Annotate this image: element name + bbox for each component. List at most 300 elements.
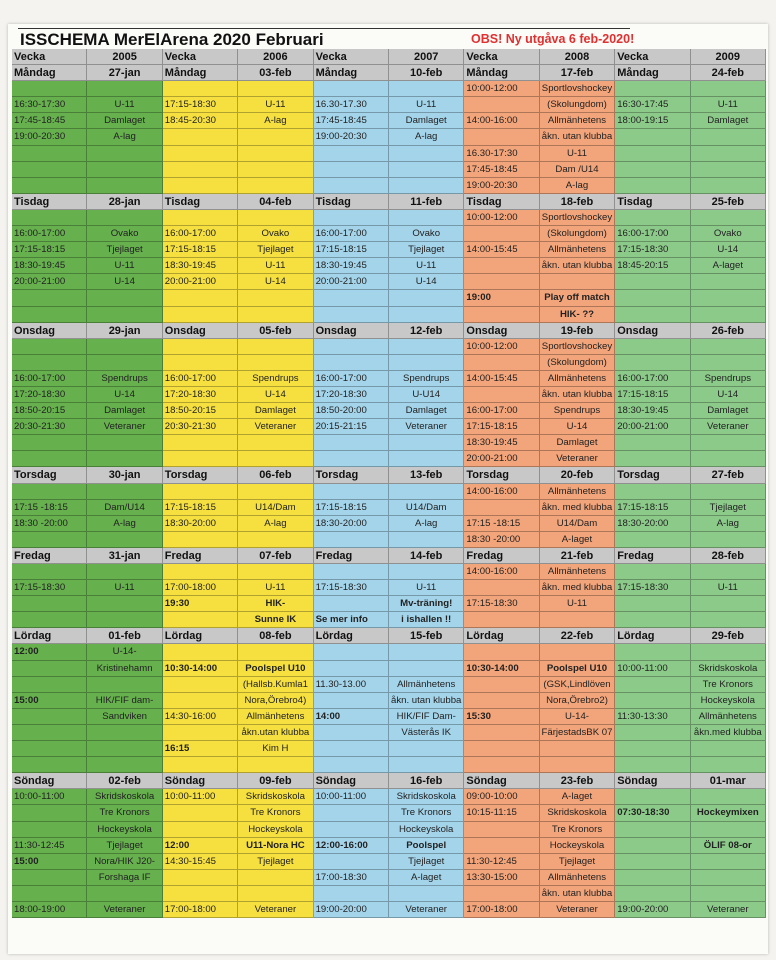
day-header: 20-feb — [540, 467, 615, 483]
activity-cell: Tjejlaget — [389, 242, 464, 258]
activity-cell: U-14- — [540, 709, 615, 725]
day-header: 01-feb — [87, 628, 162, 644]
day-header: 26-feb — [691, 323, 766, 339]
day-header: 24-feb — [691, 65, 766, 81]
time-cell — [163, 339, 238, 355]
activity-cell: Dam/U14 — [87, 500, 162, 516]
activity-cell: U14/Dam — [389, 500, 464, 516]
edition-notice: OBS! Ny utgåva 6 feb-2020! — [471, 32, 635, 46]
day-header: 11-feb — [389, 194, 464, 210]
day-header: Fredag — [615, 548, 690, 564]
time-cell — [314, 757, 389, 773]
activity-cell: U-14 — [389, 274, 464, 290]
time-cell — [314, 596, 389, 612]
activity-cell: HIK- — [238, 596, 313, 612]
activity-cell — [691, 854, 766, 870]
activity-cell — [389, 435, 464, 451]
day-header: Onsdag — [464, 323, 539, 339]
activity-cell — [540, 644, 615, 660]
activity-cell: Sunne IK — [238, 612, 313, 628]
activity-cell — [87, 532, 162, 548]
schedule-sheet — [8, 24, 768, 954]
time-cell — [615, 178, 690, 194]
time-cell: 17:00-18:00 — [464, 902, 539, 918]
activity-cell — [238, 870, 313, 886]
time-cell — [314, 854, 389, 870]
activity-cell — [691, 596, 766, 612]
activity-cell — [87, 435, 162, 451]
activity-cell: U-14 — [691, 242, 766, 258]
time-cell: 15:30 — [464, 709, 539, 725]
day-header: Torsdag — [615, 467, 690, 483]
time-cell — [12, 339, 87, 355]
time-cell — [12, 757, 87, 773]
activity-cell — [87, 146, 162, 162]
time-cell — [464, 644, 539, 660]
time-cell: 17:00-18:30 — [314, 870, 389, 886]
activity-cell: HIK- ?? — [540, 307, 615, 323]
time-cell — [163, 757, 238, 773]
time-cell: 19:00-20:00 — [314, 902, 389, 918]
time-cell: 17:15-18:30 — [163, 97, 238, 113]
time-cell: 18:00-19:00 — [12, 902, 87, 918]
activity-cell — [87, 290, 162, 306]
time-cell — [314, 81, 389, 97]
activity-cell: U-14 — [691, 387, 766, 403]
time-cell — [163, 693, 238, 709]
time-cell — [314, 355, 389, 371]
time-cell: 13:30-15:00 — [464, 870, 539, 886]
activity-cell — [389, 162, 464, 178]
time-cell — [314, 290, 389, 306]
time-cell — [163, 725, 238, 741]
time-cell — [615, 435, 690, 451]
activity-cell: Nora,Örebro2) — [540, 693, 615, 709]
activity-cell: Skridskoskola — [87, 789, 162, 805]
time-cell — [163, 677, 238, 693]
time-cell: 17:15 -18:15 — [464, 516, 539, 532]
activity-cell: Damlaget — [87, 113, 162, 129]
activity-cell: Allmänhetens — [691, 709, 766, 725]
activity-cell: U-14 — [87, 274, 162, 290]
time-cell: 16:00-17:00 — [163, 226, 238, 242]
activity-cell — [87, 484, 162, 500]
column-header: 2008 — [540, 49, 615, 65]
time-cell: 17:15-18:30 — [12, 580, 87, 596]
time-cell — [615, 451, 690, 467]
activity-cell — [87, 178, 162, 194]
activity-cell: A-lag — [87, 516, 162, 532]
time-cell — [314, 805, 389, 821]
time-cell — [615, 81, 690, 97]
activity-cell: A-lag — [238, 516, 313, 532]
activity-cell — [540, 612, 615, 628]
time-cell — [163, 355, 238, 371]
time-cell: 17:15-18:15 — [314, 500, 389, 516]
day-header: Söndag — [615, 773, 690, 789]
activity-cell — [87, 451, 162, 467]
time-cell — [163, 290, 238, 306]
time-cell: 14:30-15:45 — [163, 854, 238, 870]
activity-cell: HIK/FIF dam- — [87, 693, 162, 709]
activity-cell: A-lag — [389, 516, 464, 532]
time-cell — [314, 822, 389, 838]
time-cell: 17:15-18:15 — [615, 387, 690, 403]
time-cell: 17:45-18:45 — [464, 162, 539, 178]
time-cell: 18:30-19:45 — [314, 258, 389, 274]
time-cell: 17:00-18:00 — [163, 902, 238, 918]
time-cell — [314, 451, 389, 467]
activity-cell — [238, 162, 313, 178]
activity-cell — [238, 451, 313, 467]
time-cell: 20:30-21:30 — [12, 419, 87, 435]
activity-cell: Veteraner — [389, 419, 464, 435]
activity-cell: A-laget — [691, 258, 766, 274]
activity-cell: Damlaget — [540, 435, 615, 451]
activity-cell: Veteraner — [238, 902, 313, 918]
activity-cell: Kim H — [238, 741, 313, 757]
day-header: Torsdag — [163, 467, 238, 483]
day-header: 10-feb — [389, 65, 464, 81]
column-header: 2009 — [691, 49, 766, 65]
activity-cell: U-11 — [691, 97, 766, 113]
time-cell: 18:30-20:00 — [163, 516, 238, 532]
activity-cell — [691, 290, 766, 306]
activity-cell: Tre Kronors — [238, 805, 313, 821]
time-cell — [615, 146, 690, 162]
column-header: Vecka — [12, 49, 87, 65]
time-cell: 17:45-18:45 — [12, 113, 87, 129]
time-cell — [615, 532, 690, 548]
activity-cell — [87, 596, 162, 612]
activity-cell: Skridskoskola — [540, 805, 615, 821]
activity-cell: åkn.med klubba — [691, 725, 766, 741]
time-cell: 15:00 — [12, 854, 87, 870]
day-header: Tisdag — [615, 194, 690, 210]
time-cell — [12, 596, 87, 612]
time-cell — [12, 822, 87, 838]
activity-cell — [389, 451, 464, 467]
activity-cell: åkn. med klubba — [540, 500, 615, 516]
time-cell: 16:00-17:00 — [615, 226, 690, 242]
activity-cell: Damlaget — [87, 403, 162, 419]
time-cell — [615, 564, 690, 580]
time-cell: 20:00-21:00 — [163, 274, 238, 290]
activity-cell: Tre Kronors — [389, 805, 464, 821]
time-cell — [314, 307, 389, 323]
time-cell — [615, 644, 690, 660]
day-header: Onsdag — [12, 323, 87, 339]
time-cell: 16:00-17:00 — [464, 403, 539, 419]
time-cell — [12, 532, 87, 548]
activity-cell — [691, 307, 766, 323]
activity-cell: Tjejlaget — [87, 838, 162, 854]
day-header: Onsdag — [163, 323, 238, 339]
time-cell — [163, 564, 238, 580]
time-cell: 17:15-18:15 — [615, 500, 690, 516]
day-header: 23-feb — [540, 773, 615, 789]
time-cell: 14:00-16:00 — [464, 113, 539, 129]
day-header: 15-feb — [389, 628, 464, 644]
time-cell: 17:15-18:15 — [464, 419, 539, 435]
activity-cell — [389, 178, 464, 194]
time-cell — [12, 612, 87, 628]
time-cell — [163, 612, 238, 628]
activity-cell — [238, 886, 313, 902]
activity-cell — [238, 81, 313, 97]
time-cell — [163, 451, 238, 467]
time-cell — [314, 484, 389, 500]
day-header: Fredag — [12, 548, 87, 564]
activity-cell — [389, 146, 464, 162]
activity-cell — [389, 355, 464, 371]
activity-cell: Mv-träning! — [389, 596, 464, 612]
activity-cell — [691, 146, 766, 162]
day-header: Lördag — [163, 628, 238, 644]
activity-cell — [238, 178, 313, 194]
time-cell: Se mer info — [314, 612, 389, 628]
time-cell — [314, 564, 389, 580]
time-cell: 18:45-20:15 — [615, 258, 690, 274]
time-cell — [615, 484, 690, 500]
activity-cell — [238, 129, 313, 145]
activity-cell: Skridskoskola — [238, 789, 313, 805]
time-cell — [12, 355, 87, 371]
time-cell: 10:00-12:00 — [464, 81, 539, 97]
activity-cell: Nora/HIK J20- — [87, 854, 162, 870]
activity-cell: Tre Kronors — [87, 805, 162, 821]
activity-cell: Play off match — [540, 290, 615, 306]
time-cell: 16:00-17:00 — [163, 371, 238, 387]
day-header: Lördag — [464, 628, 539, 644]
time-cell — [12, 564, 87, 580]
activity-cell: Veteraner — [540, 902, 615, 918]
time-cell — [163, 805, 238, 821]
time-cell: 18:30-20:00 — [615, 516, 690, 532]
column-header: 2006 — [238, 49, 313, 65]
activity-cell — [389, 339, 464, 355]
time-cell — [464, 355, 539, 371]
time-cell: 10:15-11:15 — [464, 805, 539, 821]
day-header: Måndag — [464, 65, 539, 81]
time-cell: 18:45-20:30 — [163, 113, 238, 129]
activity-cell: Damlaget — [691, 113, 766, 129]
time-cell: 19:00-20:30 — [314, 129, 389, 145]
activity-cell: (Skolungdom) — [540, 97, 615, 113]
time-cell: 12:00 — [12, 644, 87, 660]
activity-cell: A-lag — [87, 129, 162, 145]
time-cell — [464, 757, 539, 773]
day-header: Torsdag — [314, 467, 389, 483]
time-cell — [12, 709, 87, 725]
time-cell: 18:50-20:15 — [163, 403, 238, 419]
time-cell — [615, 725, 690, 741]
time-cell — [615, 339, 690, 355]
activity-cell: Tjejlaget — [389, 854, 464, 870]
time-cell — [615, 355, 690, 371]
day-header: Lördag — [615, 628, 690, 644]
time-cell: 16.30-17:30 — [464, 146, 539, 162]
activity-cell: Allmänhetens — [540, 484, 615, 500]
activity-cell: U-U14 — [389, 387, 464, 403]
day-header: Måndag — [12, 65, 87, 81]
time-cell: 09:00-10:00 — [464, 789, 539, 805]
activity-cell: åkn. utan klubba — [540, 258, 615, 274]
time-cell: 10:30-14:00 — [163, 661, 238, 677]
activity-cell: Forshaga IF — [87, 870, 162, 886]
activity-cell — [691, 644, 766, 660]
time-cell — [12, 210, 87, 226]
activity-cell — [389, 757, 464, 773]
activity-cell — [87, 757, 162, 773]
activity-cell — [691, 532, 766, 548]
time-cell: 18:30 -20:00 — [12, 516, 87, 532]
activity-cell: i ishallen !! — [389, 612, 464, 628]
time-cell: 19:00-20:30 — [12, 129, 87, 145]
time-cell — [12, 162, 87, 178]
activity-cell: åkn. utan klubba — [540, 886, 615, 902]
activity-cell: Poolspel U10 — [238, 661, 313, 677]
activity-cell — [238, 146, 313, 162]
activity-cell — [691, 339, 766, 355]
time-cell: 16.30-17.30 — [314, 97, 389, 113]
time-cell — [12, 725, 87, 741]
time-cell — [615, 822, 690, 838]
time-cell — [464, 500, 539, 516]
activity-cell — [389, 484, 464, 500]
time-cell — [314, 532, 389, 548]
time-cell — [464, 307, 539, 323]
time-cell — [615, 757, 690, 773]
time-cell: 17:15-18:30 — [314, 580, 389, 596]
top-rule — [18, 28, 630, 29]
time-cell: 16:00-17:00 — [314, 226, 389, 242]
activity-cell: U-11 — [389, 580, 464, 596]
activity-cell: (GSK,Lindlöven — [540, 677, 615, 693]
time-cell — [615, 677, 690, 693]
activity-cell: U-14 — [238, 387, 313, 403]
time-cell: 17:15-18:30 — [615, 580, 690, 596]
time-cell — [12, 870, 87, 886]
activity-cell: U11-Nora HC — [238, 838, 313, 854]
activity-cell — [691, 612, 766, 628]
time-cell: 11.30-13.00 — [314, 677, 389, 693]
time-cell — [464, 741, 539, 757]
activity-cell: åkn. utan klubba — [389, 693, 464, 709]
activity-cell — [87, 564, 162, 580]
activity-cell — [87, 81, 162, 97]
day-header: Tisdag — [12, 194, 87, 210]
time-cell — [163, 162, 238, 178]
day-header: 25-feb — [691, 194, 766, 210]
activity-cell: Tjejlaget — [87, 242, 162, 258]
day-header: 04-feb — [238, 194, 313, 210]
time-cell — [464, 838, 539, 854]
time-cell: 16:00-17:00 — [615, 371, 690, 387]
day-header: 18-feb — [540, 194, 615, 210]
activity-cell — [87, 725, 162, 741]
day-header: 13-feb — [389, 467, 464, 483]
day-header: Måndag — [314, 65, 389, 81]
time-cell: 10:00-11:00 — [314, 789, 389, 805]
activity-cell: Tjejlaget — [238, 854, 313, 870]
activity-cell: A-laget — [540, 532, 615, 548]
activity-cell: Dam /U14 — [540, 162, 615, 178]
activity-cell — [238, 757, 313, 773]
activity-cell — [87, 355, 162, 371]
column-header: 2007 — [389, 49, 464, 65]
time-cell: 14:00-15:45 — [464, 242, 539, 258]
activity-cell — [540, 274, 615, 290]
time-cell — [464, 677, 539, 693]
time-cell — [163, 886, 238, 902]
time-cell — [615, 129, 690, 145]
day-header: 30-jan — [87, 467, 162, 483]
day-header: Tisdag — [163, 194, 238, 210]
time-cell: 14:00-16:00 — [464, 564, 539, 580]
time-cell — [464, 612, 539, 628]
activity-cell: U-14- — [87, 644, 162, 660]
activity-cell: åkn. utan klubba — [540, 387, 615, 403]
day-header: Fredag — [464, 548, 539, 564]
time-cell: 18:50-20:15 — [12, 403, 87, 419]
activity-cell: Spendrups — [389, 371, 464, 387]
activity-cell: U-11 — [389, 258, 464, 274]
activity-cell — [691, 129, 766, 145]
day-header: Onsdag — [314, 323, 389, 339]
time-cell: 17:45-18:45 — [314, 113, 389, 129]
activity-cell: åkn. utan klubba — [540, 129, 615, 145]
time-cell: 17:15-18:30 — [615, 242, 690, 258]
activity-cell: Sportlovshockey — [540, 210, 615, 226]
time-cell: 16:15 — [163, 741, 238, 757]
time-cell — [314, 435, 389, 451]
time-cell — [615, 789, 690, 805]
day-header: Söndag — [163, 773, 238, 789]
activity-cell: Allmänhetens — [540, 242, 615, 258]
activity-cell — [691, 274, 766, 290]
time-cell: 19:00-20:00 — [615, 902, 690, 918]
time-cell: 17:00-18:00 — [163, 580, 238, 596]
time-cell: 19:00-20:30 — [464, 178, 539, 194]
time-cell — [314, 661, 389, 677]
time-cell — [163, 484, 238, 500]
activity-cell — [238, 564, 313, 580]
time-cell — [464, 129, 539, 145]
activity-cell — [691, 564, 766, 580]
schedule-grid — [12, 49, 766, 918]
activity-cell: Allmänhetens — [540, 371, 615, 387]
time-cell: 14:30-16:00 — [163, 709, 238, 725]
activity-cell: Tre Kronors — [691, 677, 766, 693]
time-cell — [12, 451, 87, 467]
time-cell: 12:00 — [163, 838, 238, 854]
time-cell: 17:15-18:15 — [163, 500, 238, 516]
time-cell — [12, 81, 87, 97]
time-cell — [163, 822, 238, 838]
activity-cell: Spendrups — [87, 371, 162, 387]
day-header: Måndag — [163, 65, 238, 81]
activity-cell — [691, 886, 766, 902]
activity-cell: U-11 — [389, 97, 464, 113]
activity-cell: Damlaget — [691, 403, 766, 419]
column-header: Vecka — [464, 49, 539, 65]
time-cell: 14:00 — [314, 709, 389, 725]
time-cell: 16:00-17:00 — [314, 371, 389, 387]
activity-cell: Allmänhetens — [389, 677, 464, 693]
activity-cell — [389, 564, 464, 580]
time-cell: 10:00-12:00 — [464, 210, 539, 226]
